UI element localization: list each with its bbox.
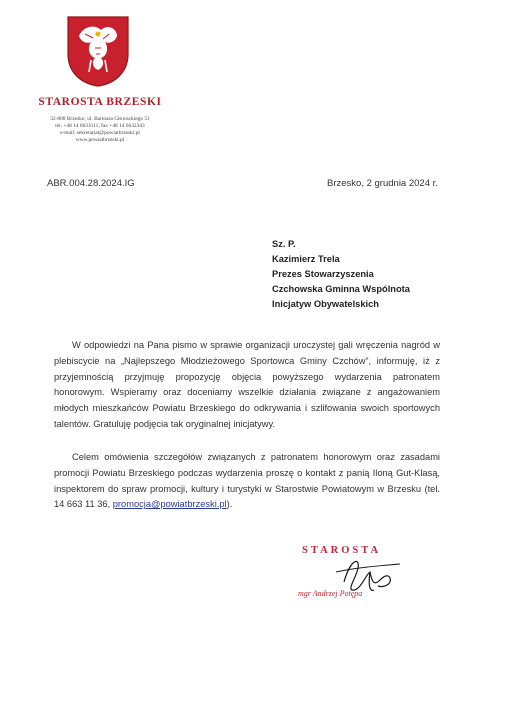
body-paragraph-1: W odpowiedzi na Pana pismo w sprawie organizacji uroczystej gali wręczenia nagród w plebiscycie na „Najlepszego Młodzieżowego Sportowca Gminy Czchów”, informuję, iż z przyjemnością przyjmuję propozycję objęcia powyższego wydarzenia patronatem honorowym. Wspieramy oraz doceniamy wszelkie działania związane z angażowaniem młodych mieszkańców Powiatu Brzeskiego do odkrywania i szlifowania swoich sportowych talentów. Gratuluję podjęcia tak oryginalnej inicjatywy. — [54, 340, 440, 429]
signer-name: mgr Andrzej Potępa — [298, 589, 363, 598]
web-line: www.powiatbrzeski.pl — [75, 137, 125, 143]
addressee-title: Prezes Stowarzyszenia — [272, 269, 374, 279]
address-line: 32-800 Brzesko, ul. Bartosza Głowackiego 51 — [50, 116, 150, 122]
addressee-name: Kazimierz Trela — [272, 254, 340, 264]
addressee-org-line1: Czchowska Gminna Wspólnota — [272, 284, 410, 294]
body-paragraph-2-end: ). — [226, 499, 233, 510]
email-link[interactable]: promocja@powiatbrzeski.pl — [112, 499, 227, 510]
stamp-title: STAROSTA — [302, 545, 382, 556]
phone-line: tel. +48 14 6633111, fax +48 14 6632343 — [55, 123, 145, 129]
coat-of-arms-icon — [65, 14, 131, 88]
addressee-salutation: Sz. P. — [272, 239, 296, 249]
org-name: STAROSTA BRZESKI — [38, 96, 162, 108]
reference-number: ABR.004.28.2024.IG — [47, 178, 135, 189]
date-line: Brzesko, 2 grudnia 2024 r. — [327, 178, 438, 189]
email-line: e-mail: sekretariat@powiatbrzeski.pl — [60, 130, 140, 136]
body-paragraph-2 — [54, 450, 440, 513]
addressee-org-line2: Inicjatyw Obywatelskich — [272, 299, 379, 309]
body-paragraph-2-text: Celem omówienia szczegółów związanych z patronatem honorowym oraz zasadami promocji Powiatu Brzeskiego podczas wydarzenia proszę o kontakt z panią Iloną Gut-Klasą, inspektorem do spraw promocji, kultury i turystyki w Starostwie Powiatowym w Brzesku (tel. 14 663 11 36, — [54, 452, 440, 510]
addressee-block — [272, 237, 410, 312]
